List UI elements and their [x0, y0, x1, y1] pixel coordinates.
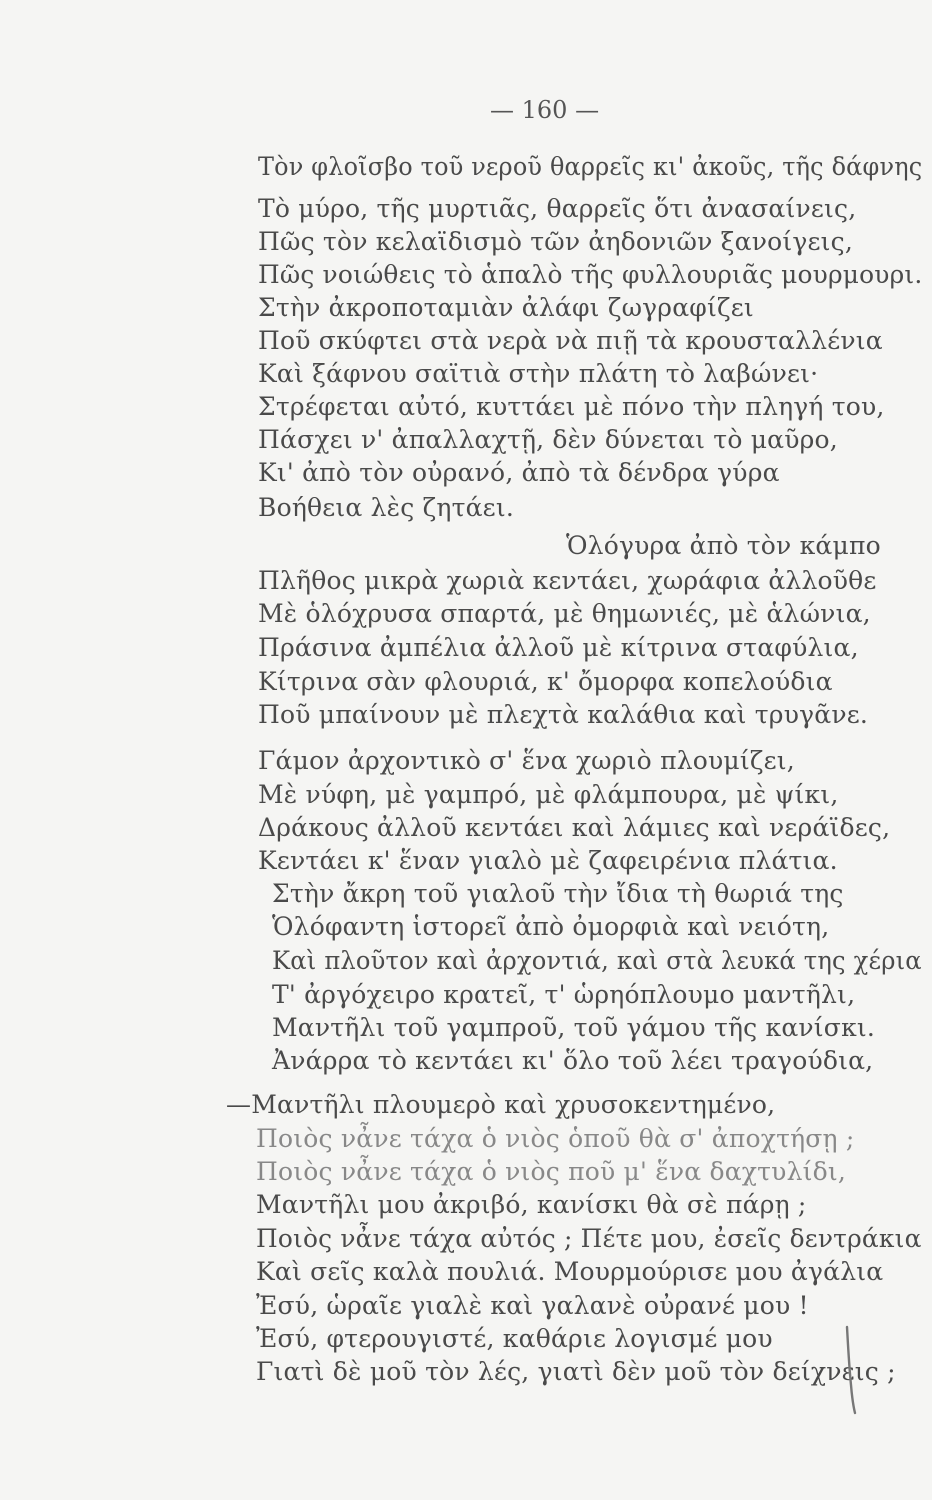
verse-line: Ἐσύ, φτερουγιστέ, καθάριε λογισμέ μου	[256, 1324, 773, 1353]
verse-line: Τὸ μύρο, τῆς μυρτιᾶς, θαρρεῖς ὅτι ἀνασαίνεις,	[258, 194, 857, 223]
verse-line: Πῶς νοιώθεις τὸ ἁπαλὸ τῆς φυλλουριᾶς μουρμουρι.	[258, 260, 923, 289]
verse-line: Κίτρινα σὰν φλουριά, κ' ὄμορφα κοπελούδια	[258, 667, 833, 696]
verse-line: Βοήθεια λὲς ζητάει.	[258, 493, 514, 522]
verse-line: Ὁλόφαντη ἱστορεῖ ἀπὸ ὀμορφιὰ καὶ νειότη,	[272, 912, 830, 941]
verse-line: Στὴν ἄκρη τοῦ γιαλοῦ τὴν ἴδια τὴ θωριά της	[272, 879, 844, 908]
verse-line: Δράκους ἀλλοῦ κεντάει καὶ λάμιες καὶ νεράϊδες,	[258, 813, 891, 842]
verse-line: Ποιὸς νἆνε τάχα αὐτός ; Πέτε μου, ἐσεῖς δεντράκια	[256, 1224, 922, 1253]
verse-line: Ὁλόγυρα ἀπὸ τὸν κάμπο	[566, 531, 881, 560]
verse-line: Κι' ἀπὸ τὸν οὐρανό, ἀπὸ τὰ δένδρα γύρα	[258, 458, 780, 487]
verse-line: Πῶς τὸν κελαϊδισμὸ τῶν ἀηδονιῶν ξανοίγεις,	[258, 227, 854, 256]
verse-line: Ποῦ σκύφτει στὰ νερὰ νὰ πιῇ τὰ κρουσταλλένια	[258, 326, 883, 355]
verse-line: Καὶ ξάφνου σαϊτιὰ στὴν πλάτη τὸ λαβώνει·	[258, 359, 819, 388]
verse-line: Καὶ σεῖς καλὰ πουλιά. Μουρμούρισε μου ἀγάλια	[256, 1257, 884, 1286]
verse-line: Γάμον ἀρχοντικὸ σ' ἕνα χωριὸ πλουμίζει,	[258, 746, 795, 775]
verse-line: Τὸν φλοῖσβο τοῦ νεροῦ θαρρεῖς κι' ἀκοῦς, τῆς δάφνης	[258, 152, 923, 181]
verse-line: Κεντάει κ' ἕναν γιαλὸ μὲ ζαφειρένια πλάτια.	[258, 846, 838, 875]
verse-line: Ποιὸς νἆνε τάχα ὁ νιὸς ποῦ μ' ἕνα δαχτυλίδι,	[256, 1157, 847, 1186]
verse-line: —Μαντῆλι πλουμερὸ καὶ χρυσοκεντημένο,	[226, 1090, 776, 1119]
verse-line: Ποιὸς νἆνε τάχα ὁ νιὸς ὁποῦ θὰ σ' ἀποχτήσῃ ;	[256, 1124, 855, 1153]
verse-line: Μὲ νύφη, μὲ γαμπρό, μὲ φλάμπουρα, μὲ ψίκι,	[258, 780, 839, 809]
verse-line: Γιατὶ δὲ μοῦ τὸν λές, γιατὶ δὲν μοῦ τὸν δείχνεις ;	[256, 1357, 896, 1386]
page-number: — 160 —	[490, 96, 600, 124]
verse-line: Τ' ἀργόχειρο κρατεῖ, τ' ὡρηόπλουμο μαντῆλι,	[272, 980, 856, 1009]
verse-line: Μαντῆλι μου ἀκριβό, κανίσκι θὰ σὲ πάρῃ ;	[256, 1190, 807, 1219]
verse-line: Μαντῆλι τοῦ γαμπροῦ, τοῦ γάμου τῆς κανίσκι.	[272, 1013, 876, 1042]
verse-line: Ἀνάρρα τὸ κεντάει κι' ὅλο τοῦ λέει τραγούδια,	[272, 1046, 874, 1075]
verse-line: Πράσινα ἀμπέλια ἀλλοῦ μὲ κίτρινα σταφύλια,	[258, 633, 859, 662]
verse-line: Πάσχει ν' ἀπαλλαχτῇ, δὲν δύνεται τὸ μαῦρο,	[258, 425, 838, 454]
verse-line: Στρέφεται αὐτό, κυττάει μὲ πόνο τὴν πληγή του,	[258, 392, 885, 421]
verse-line: Καὶ πλοῦτον καὶ ἀρχοντιά, καὶ στὰ λευκά της χέρια	[272, 946, 922, 975]
verse-line: Ἐσύ, ὡραῖε γιαλὲ καὶ γαλανὲ οὐρανέ μου !	[256, 1291, 809, 1320]
verse-line: Μὲ ὁλόχρυσα σπαρτά, μὲ θημωνιές, μὲ ἁλώνια,	[258, 599, 871, 628]
verse-line: Στὴν ἀκροποταμιὰν ἀλάφι ζωγραφίζει	[258, 293, 754, 322]
verse-line: Πλῆθος μικρὰ χωριὰ κεντάει, χωράφια ἀλλοῦθε	[258, 566, 877, 595]
margin-ink-mark	[843, 1325, 859, 1415]
verse-line: Ποῦ μπαίνουν μὲ πλεχτὰ καλάθια καὶ τρυγᾶνε.	[258, 700, 869, 729]
